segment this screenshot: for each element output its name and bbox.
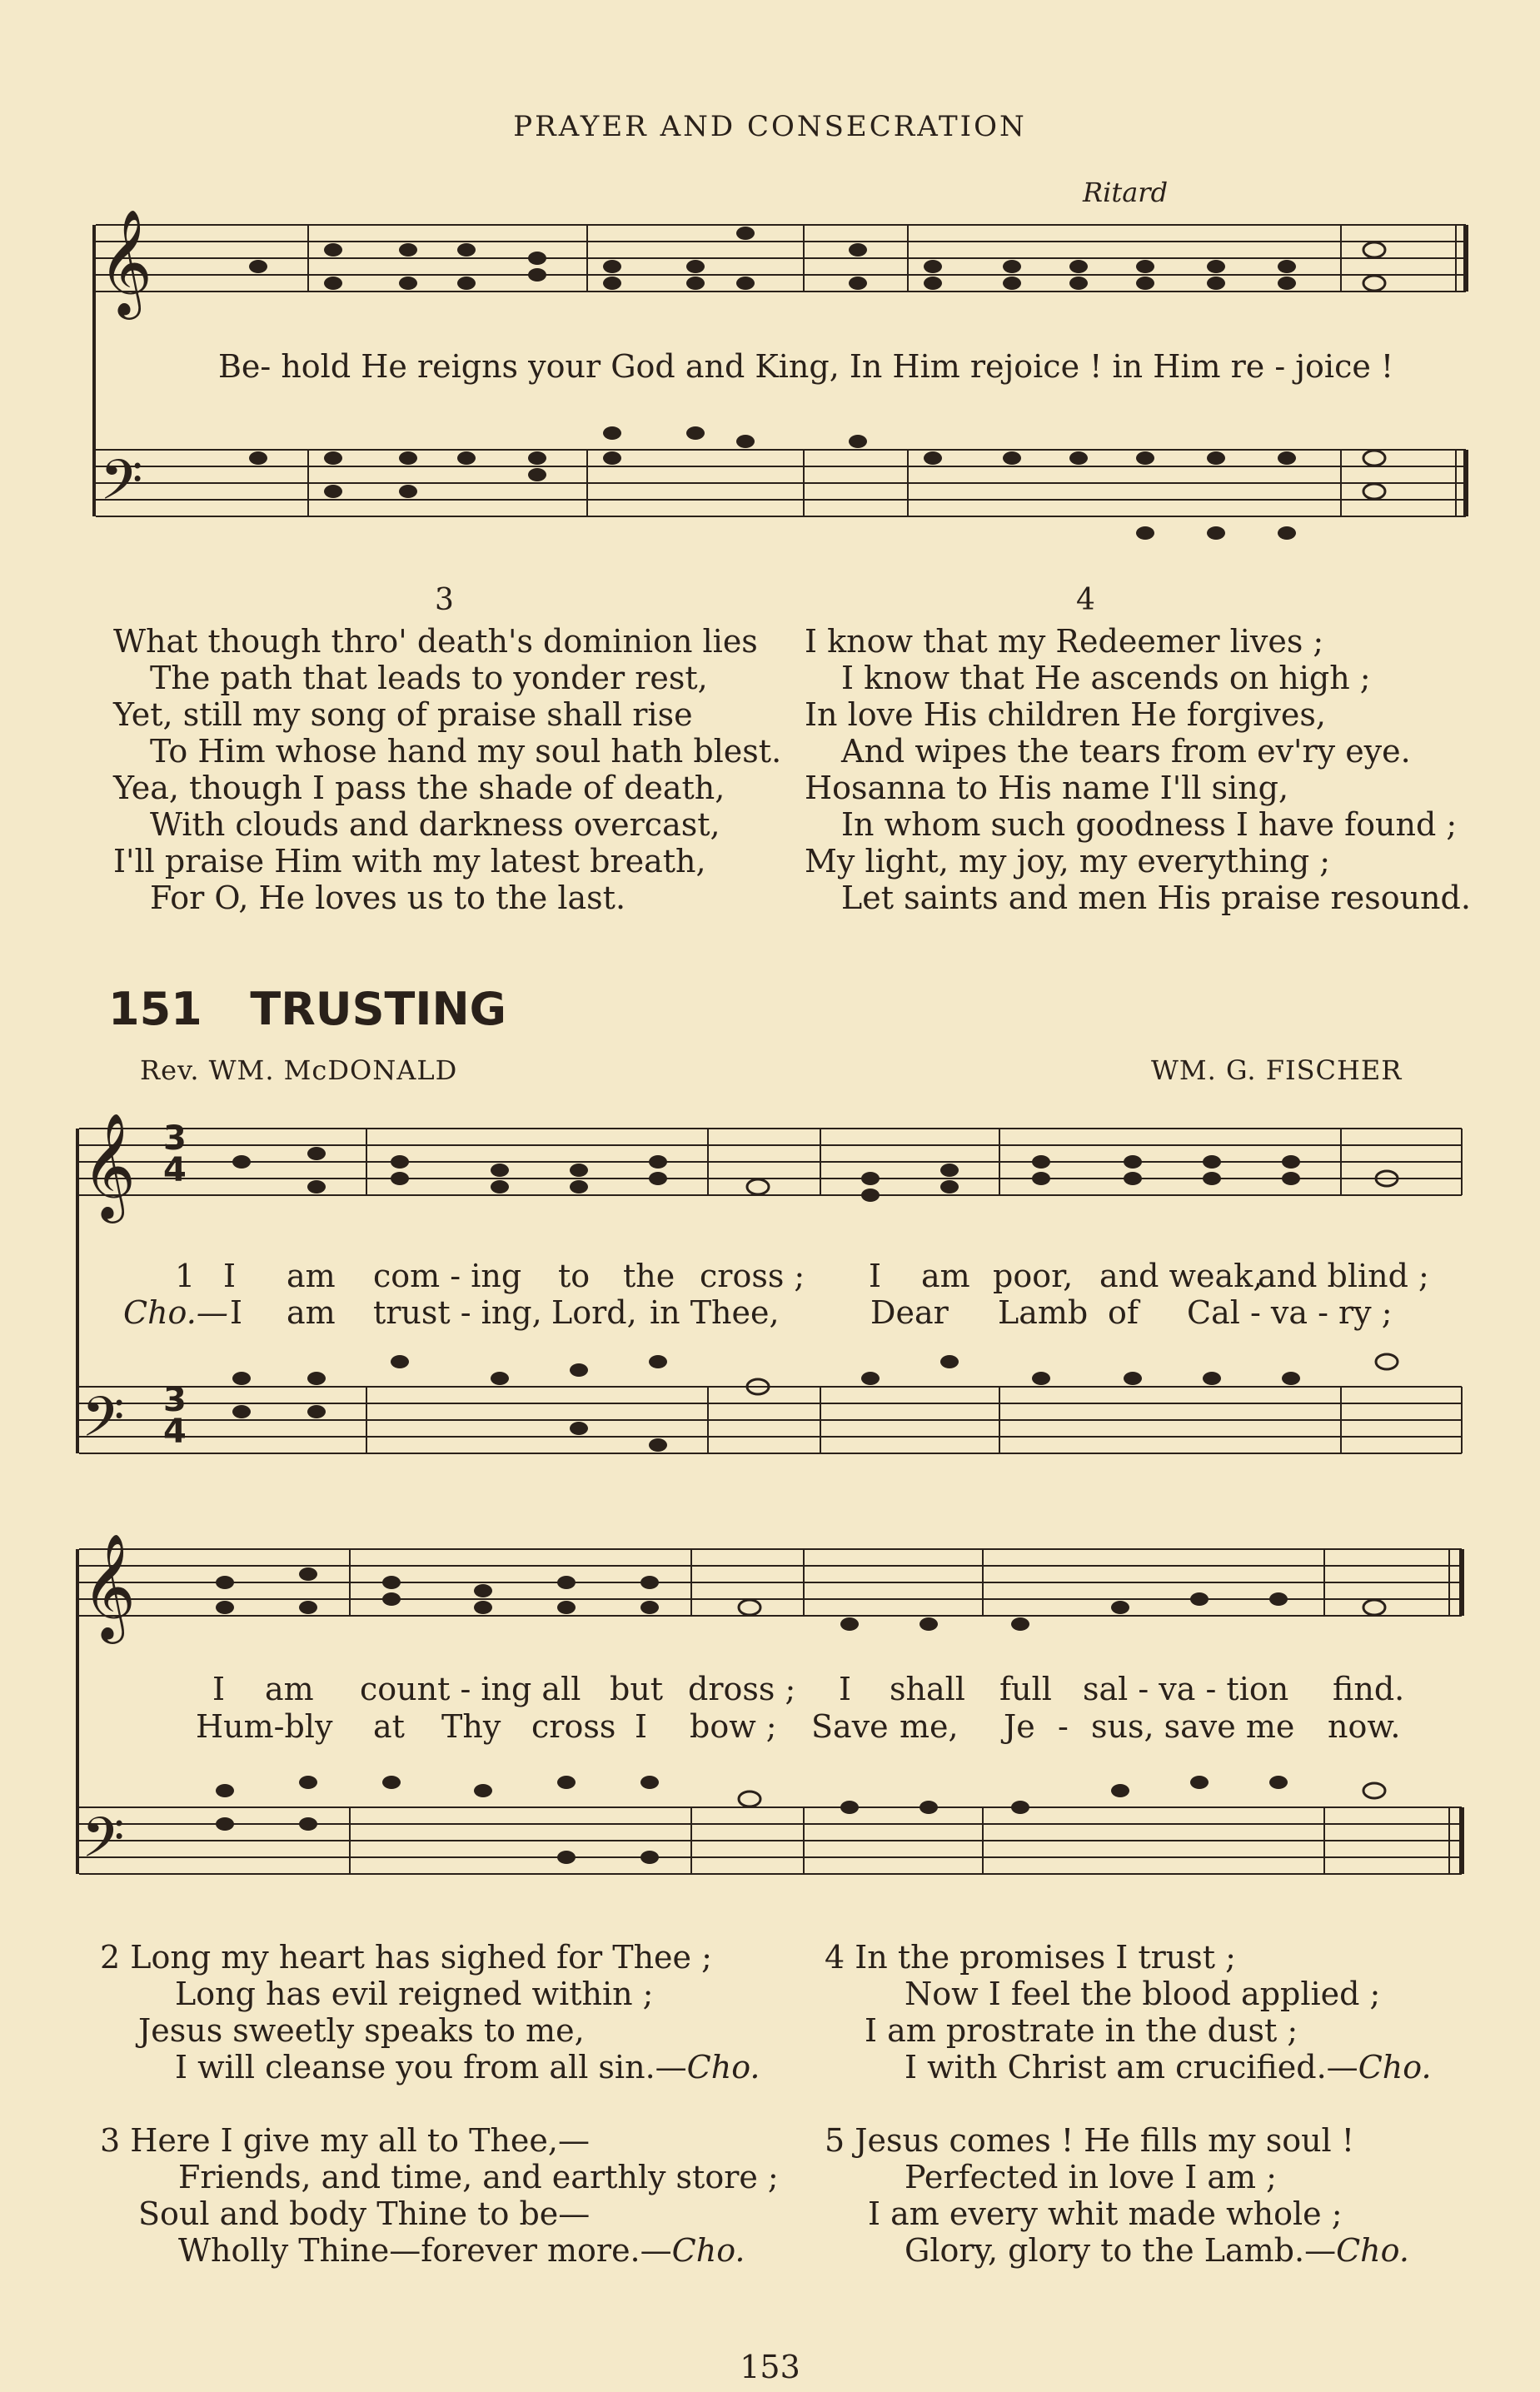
lyric: at bbox=[373, 1708, 405, 1745]
lyric: Je bbox=[1004, 1708, 1035, 1745]
verse-line: Soul and body Thine to be— bbox=[138, 2195, 591, 2232]
verse-3-block bbox=[100, 2122, 779, 2269]
top-treble-staff bbox=[96, 225, 1466, 292]
verse-line: I with Christ am crucified.— bbox=[905, 2049, 1358, 2086]
verse-4-block bbox=[805, 623, 1471, 916]
h151-s1-treble bbox=[79, 1129, 1462, 1195]
lyric: Lord, bbox=[551, 1294, 637, 1331]
lyric: Dear bbox=[870, 1294, 949, 1331]
bass-clef-icon: 𝄢 bbox=[82, 1806, 125, 1883]
lyric: I bbox=[212, 1671, 226, 1707]
lyric: Save bbox=[811, 1708, 889, 1745]
lyric: I bbox=[223, 1258, 237, 1294]
hymn-composer: WM. G. FISCHER bbox=[1151, 1054, 1403, 1086]
verse-line: My light, my joy, my everything ; bbox=[805, 843, 1331, 880]
lyric: full bbox=[999, 1671, 1052, 1707]
verse-number: 5 bbox=[825, 2122, 845, 2159]
hymn-name: TRUSTING bbox=[250, 983, 506, 1035]
verse-line: In whom such goodness I have found ; bbox=[841, 806, 1458, 843]
hymn-author: Rev. WM. McDONALD bbox=[140, 1054, 458, 1086]
lyric: I bbox=[839, 1671, 852, 1707]
lyric: am bbox=[287, 1258, 336, 1294]
verse-line: Yea, though I pass the shade of death, bbox=[113, 770, 725, 806]
verse-3-block bbox=[113, 623, 781, 916]
verse-line: The path that leads to yonder rest, bbox=[150, 660, 708, 696]
verse-line: Yet, still my song of praise shall rise bbox=[113, 696, 693, 733]
lyric: in Thee, bbox=[650, 1294, 780, 1331]
lyric: dross ; bbox=[688, 1671, 796, 1707]
time-signature bbox=[163, 1119, 187, 1189]
verse-line: Let saints and men His praise resound. bbox=[841, 880, 1471, 916]
page-header: PRAYER AND CONSECRATION bbox=[513, 110, 1027, 143]
lyric: am bbox=[287, 1294, 336, 1331]
chorus-label bbox=[123, 1294, 228, 1331]
verse-line: Long has evil reigned within ; bbox=[175, 1976, 654, 2012]
treble-clef-icon: 𝄞 bbox=[98, 208, 153, 315]
verse-line: Friends, and time, and earthly store ; bbox=[178, 2159, 779, 2195]
time-sig-bottom: 4 bbox=[163, 1151, 187, 1189]
verse-4-block bbox=[825, 1939, 1432, 2086]
lyric: but bbox=[610, 1671, 664, 1707]
page-number: 153 bbox=[740, 2349, 800, 2385]
treble-clef-icon: 𝄞 bbox=[82, 1112, 137, 1218]
time-signature bbox=[163, 1381, 187, 1451]
lyric: - bbox=[1058, 1708, 1069, 1745]
lyric: bow ; bbox=[690, 1708, 777, 1745]
lyric: count - ing all bbox=[360, 1671, 581, 1707]
tempo-marking: Ritard bbox=[1083, 177, 1169, 208]
lyric: Cal - va - ry ; bbox=[1187, 1294, 1393, 1331]
lyric: of bbox=[1108, 1294, 1139, 1331]
lyric: I bbox=[869, 1258, 882, 1294]
verse-line: For O, He loves us to the last. bbox=[150, 880, 626, 916]
time-sig-bottom: 4 bbox=[163, 1413, 187, 1451]
lyric: sus, save me bbox=[1091, 1708, 1295, 1745]
lyric: Hum-bly bbox=[196, 1708, 333, 1745]
verse-line: I am prostrate in the dust ; bbox=[865, 2012, 1298, 2049]
hymn-number: 151 bbox=[108, 983, 202, 1035]
h151-s1-treble-notes bbox=[232, 1147, 1398, 1202]
bass-clef-icon: 𝄢 bbox=[100, 448, 143, 526]
verse-number: 3 bbox=[100, 2122, 121, 2159]
chorus-ref: Cho. bbox=[671, 2232, 745, 2269]
lyric: I bbox=[635, 1708, 648, 1745]
verse-line: And wipes the tears from ev'ry eye. bbox=[841, 733, 1411, 770]
verse-line: To Him whose hand my soul hath blest. bbox=[150, 733, 782, 770]
lyric: com - ing bbox=[373, 1258, 522, 1294]
verse-number: 4 bbox=[1076, 583, 1095, 617]
verse-number: 1 bbox=[175, 1258, 196, 1294]
verse-number: 4 bbox=[825, 1939, 845, 1976]
verse-line: What though thro' death's dominion lies bbox=[113, 623, 758, 660]
lyric: cross bbox=[531, 1708, 616, 1745]
verse-line: I will cleanse you from all sin.— bbox=[175, 2049, 687, 2086]
lyric: I bbox=[230, 1294, 243, 1331]
verse-number: 3 bbox=[435, 583, 454, 617]
verse-line: Jesus comes ! He fills my soul ! bbox=[855, 2122, 1355, 2159]
chorus-ref: Cho. bbox=[1358, 2049, 1432, 2086]
verse-5-block bbox=[825, 2122, 1409, 2269]
lyric: Thy bbox=[441, 1708, 501, 1745]
verse-line: Hosanna to His name I'll sing, bbox=[805, 770, 1289, 806]
time-sig-top: 3 bbox=[163, 1381, 187, 1419]
verse-line: I know that my Redeemer lives ; bbox=[805, 623, 1324, 660]
lyric: now. bbox=[1328, 1708, 1401, 1745]
h151-s2-treble bbox=[79, 1549, 1462, 1616]
lyric: find. bbox=[1333, 1671, 1405, 1707]
verse-line: I know that He ascends on high ; bbox=[841, 660, 1371, 696]
chorus-label-text: Cho.— bbox=[123, 1294, 228, 1331]
lyric: am bbox=[265, 1671, 314, 1707]
verse-line: Jesus sweetly speaks to me, bbox=[138, 2012, 585, 2049]
lyric: sal - va - tion bbox=[1083, 1671, 1289, 1707]
chorus-ref: Cho. bbox=[686, 2049, 760, 2086]
verse-line: Now I feel the blood applied ; bbox=[905, 1976, 1381, 2012]
verse-line: Wholly Thine—forever more.— bbox=[178, 2232, 672, 2269]
verse-line: Long my heart has sighed for Thee ; bbox=[130, 1939, 712, 1976]
verse-line: In love His children He forgives, bbox=[805, 696, 1326, 733]
verse-line: I am every whit made whole ; bbox=[868, 2195, 1343, 2232]
lyric: me, bbox=[900, 1708, 959, 1745]
hymn-title bbox=[108, 983, 506, 1035]
verse-line: I'll praise Him with my latest breath, bbox=[113, 843, 706, 880]
verse-line: Glory, glory to the Lamb.— bbox=[905, 2232, 1337, 2269]
lyric: the bbox=[623, 1258, 675, 1294]
bass-clef-icon: 𝄢 bbox=[82, 1385, 125, 1463]
verse-line: Perfected in love I am ; bbox=[905, 2159, 1277, 2195]
verse-number: 2 bbox=[100, 1939, 121, 1976]
lyric: Lamb bbox=[998, 1294, 1089, 1331]
chorus-ref: Cho. bbox=[1336, 2232, 1409, 2269]
verse-line: In the promises I trust ; bbox=[855, 1939, 1236, 1976]
lyric: and weak, bbox=[1099, 1258, 1263, 1294]
lyric: to bbox=[558, 1258, 591, 1294]
lyric: shall bbox=[890, 1671, 965, 1707]
treble-clef-icon: 𝄞 bbox=[82, 1532, 137, 1639]
verse-line: Here I give my all to Thee,— bbox=[130, 2122, 590, 2159]
top-lyric-line: Be- hold He reigns your God and King, In Him rejoice ! in Him re - joice ! bbox=[218, 348, 1394, 385]
lyric: am bbox=[921, 1258, 970, 1294]
verse-line: With clouds and darkness overcast, bbox=[150, 806, 720, 843]
h151-s2-bass-notes bbox=[216, 1776, 1385, 1864]
lyric: cross ; bbox=[700, 1258, 805, 1294]
lyric: poor, bbox=[993, 1258, 1074, 1294]
verse-2-block bbox=[100, 1939, 760, 2086]
lyric: trust - ing, bbox=[373, 1294, 542, 1331]
time-sig-top: 3 bbox=[163, 1119, 187, 1158]
lyric: and blind ; bbox=[1258, 1258, 1429, 1294]
